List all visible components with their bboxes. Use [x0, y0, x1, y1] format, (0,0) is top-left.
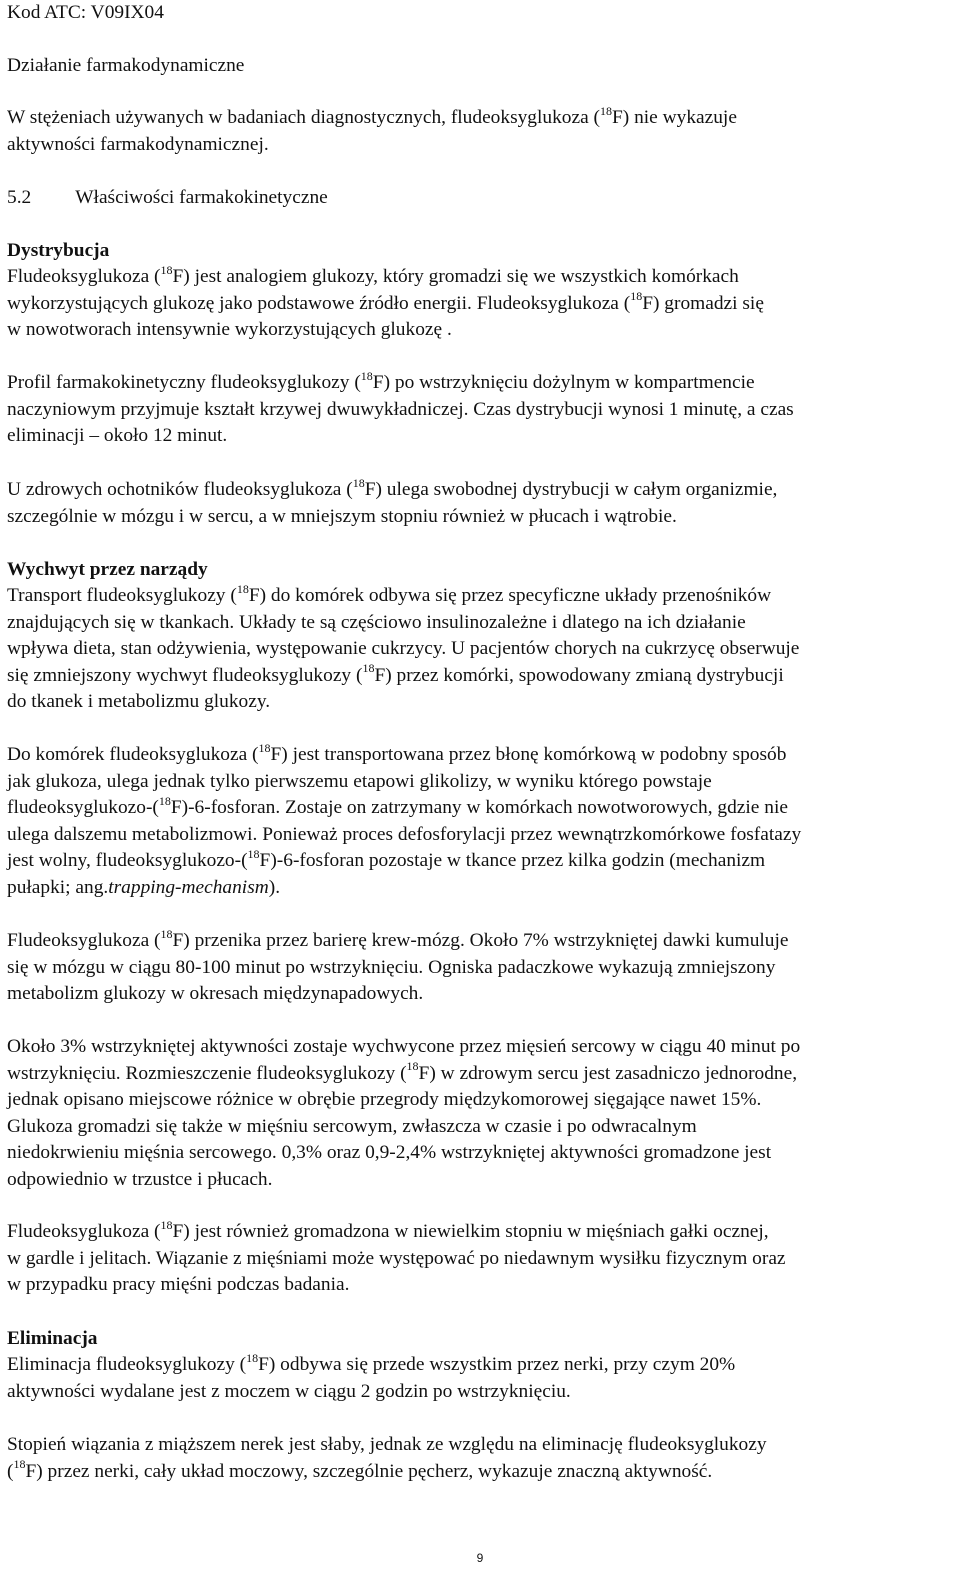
text-run: Fludeoksyglukoza (	[7, 1221, 161, 1242]
text-run: F) ulega swobodnej dystrybucji w całym organizmie,	[364, 479, 778, 500]
text-run: eliminacji – około 12 minut.	[7, 425, 228, 446]
distribution-paragraph-1	[7, 264, 953, 344]
text-run: F) przez nerki, cały układ moczowy, szczególnie pęcherz, wykazuje znaczną aktywność.	[25, 1460, 713, 1482]
text-line	[7, 504, 953, 531]
distribution-paragraph-2	[7, 370, 953, 450]
text-line	[7, 1087, 953, 1114]
isotope-superscript: 18	[362, 661, 375, 676]
distribution-heading: Dystrybucja	[7, 240, 110, 261]
isotope-superscript: 18	[246, 1350, 259, 1365]
elimination-paragraph-1	[7, 1352, 953, 1405]
text-run: Stopień wiązania z miąższem nerek jest słaby, jednak ze względu na eliminację fludeoksyglukozy	[7, 1434, 767, 1455]
isotope-superscript: 18	[13, 1457, 26, 1472]
text-line	[7, 742, 953, 769]
text-line	[7, 291, 953, 318]
text-line	[7, 1061, 953, 1088]
uptake-paragraph-3	[7, 928, 953, 1008]
elimination-section	[7, 1326, 953, 1353]
text-line	[7, 370, 953, 397]
isotope-superscript: 18	[236, 581, 249, 596]
text-run: F) po wstrzyknięciu dożylnym w kompartmencie	[372, 372, 755, 393]
text-run: aktywności wydalane jest z moczem w ciągu 2 godzin po wstrzyknięciu.	[7, 1380, 571, 1402]
uptake-section	[7, 557, 953, 584]
text-line	[7, 955, 953, 982]
text-line	[7, 1034, 953, 1061]
isotope-superscript: 18	[258, 740, 271, 755]
text-run: metabolizm glukozy w okresach międzynapadowych.	[7, 983, 424, 1004]
text-run: U zdrowych ochotników fludeoksyglukoza (	[7, 479, 353, 500]
text-run: Profil farmakokinetyczny fludeoksyglukozy (	[7, 372, 361, 393]
text-run: aktywności farmakodynamicznej.	[7, 133, 269, 155]
isotope-superscript: 18	[352, 475, 365, 490]
page-number: 9	[476, 1551, 484, 1565]
text-line	[7, 1114, 953, 1141]
text-line	[7, 1432, 953, 1459]
text-line	[7, 795, 953, 822]
uptake-paragraph-5	[7, 1219, 953, 1299]
atc-code: Kod ATC: V09IX04	[7, 2, 164, 23]
text-run: w przypadku pracy mięśni podczas badania.	[7, 1274, 350, 1295]
text-run: w nowotworach intensywnie wykorzystujących glukozę .	[7, 319, 452, 340]
text-line	[7, 1352, 953, 1379]
text-run: Fludeoksyglukoza (	[7, 266, 161, 287]
isotope-superscript: 18	[160, 926, 173, 941]
text-run: odpowiednio w trzustce i płucach.	[7, 1168, 273, 1190]
text-line	[7, 105, 953, 132]
text-run: F) jest transportowana przez błonę komórkową w podobny sposób	[270, 744, 787, 765]
text-run: F) jest również gromadzona w niewielkim stopniu w mięśniach gałki ocznej,	[172, 1221, 769, 1242]
pharmacodynamics-paragraph	[7, 105, 953, 158]
text-run: ulega dalszemu metabolizmowi. Ponieważ proces defosforylacji przez wewnątrzkomórkowe fosfatazy	[7, 823, 802, 845]
text-run: niedokrwieniu mięśnia sercowego. 0,3% oraz 0,9-2,4% wstrzykniętej aktywności gromadzone jest	[7, 1142, 772, 1163]
text-run: Eliminacja fludeoksyglukozy (	[7, 1354, 247, 1375]
text-line	[7, 1459, 953, 1486]
text-run: F) przenika przez barierę krew-mózg. Około 7% wstrzykniętej dawki kumuluje	[172, 930, 789, 951]
elimination-paragraph-2	[7, 1432, 953, 1485]
text-line	[7, 636, 953, 663]
isotope-superscript: 18	[158, 793, 171, 808]
text-run: F) gromadzi się	[642, 292, 764, 314]
text-run: wykorzystujących glukozę jako podstawowe źródło energii. Fludeoksyglukoza (	[7, 292, 631, 314]
text-run: wstrzyknięciu. Rozmieszczenie fludeoksyglukozy (	[7, 1062, 407, 1084]
text-line	[7, 928, 953, 955]
text-run: F) nie wykazuje	[612, 107, 737, 128]
text-run: F) przez komórki, spowodowany zmianą dystrybucji	[374, 664, 784, 686]
text-run: F) w zdrowym sercu jest zasadniczo jednorodne,	[418, 1062, 798, 1084]
text-run: F) jest analogiem glukozy, który gromadzi się we wszystkich komórkach	[172, 266, 739, 287]
uptake-paragraph-1	[7, 583, 953, 716]
text-line	[7, 769, 953, 796]
text-run: Do komórek fludeoksyglukoza (	[7, 744, 259, 765]
text-line	[7, 663, 953, 690]
text-line	[7, 822, 953, 849]
uptake-paragraph-4	[7, 1034, 953, 1193]
text-line	[7, 132, 953, 159]
text-run: W stężeniach używanych w badaniach diagnostycznych, fludeoksyglukoza (	[7, 107, 600, 128]
text-line	[7, 981, 953, 1008]
text-line	[7, 264, 953, 291]
text-run: F) do komórek odbywa się przez specyficzne układy przenośników	[248, 585, 772, 606]
text-run: naczyniowym przyjmuje kształt krzywej dwuwykładniczej. Czas dystrybucji wynosi 1 minutę, a czas	[7, 398, 794, 420]
text-run: jak glukoza, ulega jednak tylko pierwszemu etapowi glikolizy, w wyniku którego powstaje	[7, 770, 712, 792]
isotope-superscript: 18	[160, 262, 173, 277]
text-run: fludeoksyglukozo-(	[7, 797, 159, 818]
text-line	[7, 1379, 953, 1406]
text-line	[7, 1140, 953, 1167]
trapping-mechanism-term: trapping-mechanism	[108, 876, 269, 898]
text-run: się w mózgu w ciągu 80-100 minut po wstrzyknięciu. Ogniska padaczkowe wykazują zmniejszony	[7, 956, 776, 978]
uptake-paragraph-2	[7, 742, 953, 901]
isotope-superscript: 18	[600, 103, 612, 118]
text-run: Około 3% wstrzykniętej aktywności zostaje wychwycone przez mięsień sercowy w ciągu 40 minut po	[7, 1036, 801, 1057]
text-run: w gardle i jelitach. Wiązanie z mięśniami może występować po niedawnym wysiłku fizycznym oraz	[7, 1247, 786, 1269]
text-run: F)-6-fosforan pozostaje w tkance przez kilka godzin (mechanizm	[259, 850, 766, 871]
text-line	[7, 423, 953, 450]
uptake-paragraph-2-last-line: pułapki; ang.trapping-mechanism).	[7, 876, 281, 898]
text-run: do tkanek i metabolizmu glukozy.	[7, 691, 271, 712]
text-run: szczególnie w mózgu i w sercu, a w mniejszym stopniu również w płucach i wątrobie.	[7, 505, 677, 527]
isotope-superscript: 18	[360, 368, 373, 383]
section-title: Właściwości farmakokinetyczne	[75, 187, 328, 208]
text-line	[7, 689, 953, 716]
text-run: (	[7, 1460, 14, 1482]
text-line	[7, 1167, 953, 1194]
text-run: wpływa dieta, stan odżywienia, występowanie cukrzycy. U pacjentów chorych na cukrzycę obserwuje	[7, 638, 800, 659]
text-line	[7, 1272, 953, 1299]
distribution-section	[7, 238, 953, 265]
uptake-heading: Wychwyt przez narządy	[7, 559, 208, 580]
distribution-paragraph-3	[7, 477, 953, 530]
pharmacodynamics-heading: Działanie farmakodynamiczne	[7, 55, 245, 76]
isotope-superscript: 18	[406, 1059, 419, 1074]
text-line	[7, 1219, 953, 1246]
isotope-superscript: 18	[630, 289, 643, 304]
text-run: jednak opisano miejscowe różnice w obrębie przegrody międzykomorowej sięgające nawet 15%.	[7, 1089, 762, 1110]
uptake-paragraph-2-lines	[7, 742, 953, 875]
text-run: Fludeoksyglukoza (	[7, 930, 161, 951]
text-line	[7, 317, 953, 344]
section-5-2-heading	[7, 185, 953, 212]
text-run: Transport fludeoksyglukozy (	[7, 585, 237, 606]
section-number: 5.2	[7, 187, 32, 208]
text-line	[7, 477, 953, 504]
text-line	[7, 583, 953, 610]
text-line	[7, 610, 953, 637]
text-run: Glukoza gromadzi się także w mięśniu sercowym, zwłaszcza w czasie i po odwracalnym	[7, 1115, 697, 1137]
text-line	[7, 848, 953, 875]
isotope-superscript: 18	[247, 846, 260, 861]
text-line	[7, 397, 953, 424]
elimination-heading: Eliminacja	[7, 1328, 98, 1349]
text-run: znajdujących się w tkankach. Układy te są częściowo insulinozależne i dlatego na ich działanie	[7, 611, 746, 633]
text-line	[7, 1246, 953, 1273]
isotope-superscript: 18	[160, 1217, 173, 1232]
text-run: się zmniejszony wychwyt fludeoksyglukozy (	[7, 664, 363, 686]
text-run: jest wolny, fludeoksyglukozo-(	[7, 850, 248, 871]
text-run: F)-6-fosforan. Zostaje on zatrzymany w komórkach nowotworowych, gdzie nie	[170, 797, 788, 818]
text-run: F) odbywa się przede wszystkim przez nerki, przy czym 20%	[258, 1354, 736, 1375]
